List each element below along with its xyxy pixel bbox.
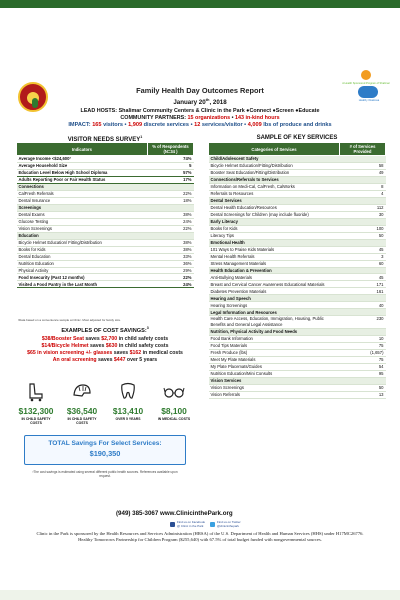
- row-value: [340, 197, 386, 204]
- saving-line-helmet: $14/Bicycle Helmet saves $630 in child safety costs: [41, 343, 169, 350]
- table-row: [209, 211, 386, 218]
- report-title: Family Health Day Outcomes Report: [136, 86, 264, 95]
- row-label: Food Insecurity (Past 12 months): [17, 274, 148, 281]
- row-value: [148, 204, 194, 211]
- savings-icons: [18, 380, 194, 432]
- table-section-row: [209, 156, 386, 163]
- row-label: Nutrition, Physical Activity and Food Needs: [209, 328, 340, 335]
- row-label: Emotional Health: [209, 239, 340, 246]
- healthy-community-logo-label: Healthy Okaloosa: [358, 99, 380, 102]
- table-row: [209, 204, 386, 211]
- table-row: [209, 281, 386, 288]
- lead-hosts: LEAD HOSTS: Shalimar Community Centers & Clinic in the Park ●Connect ●Screen ●Educate: [80, 108, 320, 115]
- tree-icon: [32, 98, 38, 108]
- row-value: 45: [340, 246, 386, 253]
- savings-amount: $132,300: [18, 406, 54, 416]
- table-section-row: [209, 239, 386, 246]
- row-label: Food Tips Materials: [209, 342, 340, 349]
- facebook-icon: [170, 522, 175, 527]
- cost-savings-title: EXAMPLES OF COST SAVINGS:$^3$: [61, 326, 149, 334]
- row-value: 50: [340, 384, 386, 391]
- glasses-icon: [163, 380, 185, 402]
- report-header: [40, 86, 360, 128]
- row-label: Dental Education: [17, 253, 148, 260]
- row-value: 10: [340, 335, 386, 342]
- savings-caption: IN MEDICAL COSTS: [157, 417, 191, 421]
- row-value: 18%: [148, 197, 194, 204]
- twitter-label: Find us on Twitter @clinicinthepark: [217, 520, 241, 528]
- table-row: [209, 225, 386, 232]
- table-row: [17, 197, 194, 204]
- row-label: Books for Kids: [17, 246, 148, 253]
- row-value: [340, 377, 386, 384]
- saving-line-booster: $38/Booster Seat saves $2,700 in child safety costs: [41, 335, 169, 342]
- savings-amount: $8,100: [161, 406, 187, 416]
- row-label: Mental Health Referrals: [209, 253, 340, 260]
- savings-vision: [156, 380, 192, 432]
- row-value: 33%: [148, 253, 194, 260]
- table-row: [209, 391, 386, 398]
- row-value: [340, 328, 386, 335]
- table-row: [209, 190, 386, 197]
- col-header-pct: % of Respondents (N=34 ): [148, 143, 194, 156]
- row-label: Dental Exams: [17, 211, 148, 218]
- savings-disclaimer: ³The cost savings is estimated using several different public health sources. References available upon request.: [32, 470, 178, 478]
- row-value: 40: [340, 302, 386, 309]
- sponsor-logo-label: A Health Sponsored Program of Shalimar: [342, 82, 390, 85]
- table-row: [17, 176, 194, 183]
- table-row: [209, 183, 386, 190]
- table-row: [209, 356, 386, 363]
- row-label: Average Household Size: [17, 162, 148, 169]
- table-row: [209, 288, 386, 295]
- row-value: 112: [340, 204, 386, 211]
- table-row: [17, 260, 194, 267]
- table-section-row: [209, 267, 386, 274]
- table-row: [209, 384, 386, 391]
- table-row: [17, 225, 194, 232]
- row-value: 57%: [148, 169, 194, 176]
- table-row: [17, 211, 194, 218]
- services-title: SAMPLE OF KEY SERVICES: [256, 135, 338, 141]
- savings-amount: $36,540: [66, 406, 98, 416]
- row-value: 161: [340, 288, 386, 295]
- row-value: [340, 176, 386, 183]
- funding-disclosure: Clinic in the Park is sponsored by the Health Resources and Services Administration (HRSA) of the U.S. Department of Health and Human Services (HHS) under H17MC26776. Healthy Tomorrows Partnership for Children Program ($255,640) with 67.5% of total budget funded with nongovernmental sources.: [36, 531, 364, 542]
- row-value: 95: [340, 370, 386, 377]
- row-value: 38%: [148, 246, 194, 253]
- survey-footnote: ²Data based on a convenience sample at Clinic. Most adjusted for family size.: [18, 318, 122, 322]
- table-row: [209, 370, 386, 377]
- row-label: Diabetes Prevention Materials: [209, 288, 340, 295]
- row-label: Dental Health Education/Resources: [209, 204, 340, 211]
- row-label: Dental Services: [209, 197, 340, 204]
- booster-seat-icon: [25, 380, 47, 402]
- row-value: 4: [340, 190, 386, 197]
- cost-savings-section: [16, 326, 194, 365]
- row-label: Referrals to Resources: [209, 190, 340, 197]
- table-row: [209, 274, 386, 281]
- row-label: Dental Screenings for Children (may include fluoride): [209, 211, 340, 218]
- row-label: Bicycle Helmet Education/ Fitting/Distribution: [17, 239, 148, 246]
- savings-caption: OVER 5 YEARS: [115, 417, 141, 421]
- top-bar: [0, 0, 400, 8]
- row-value: 5: [148, 162, 194, 169]
- row-label: Education: [17, 232, 148, 239]
- row-value: [340, 156, 386, 163]
- savings-booster-seat: [18, 380, 54, 432]
- row-value: [340, 218, 386, 225]
- col-header-indicators: Indicators: [17, 143, 148, 156]
- survey-title: VISITOR NEEDS SURVEY$^1$: [67, 135, 143, 143]
- row-value: [340, 295, 386, 302]
- table-row: [209, 246, 386, 253]
- twitter-icon: [210, 522, 215, 527]
- row-value: [148, 232, 194, 239]
- total-savings-box: [24, 435, 186, 465]
- bottom-bar: [0, 590, 400, 600]
- table-row: [209, 363, 386, 370]
- row-value: 75: [340, 356, 386, 363]
- row-label: Nutrition Education/Mini Consults: [209, 370, 340, 377]
- row-label: Books for Kids: [209, 225, 340, 232]
- savings-bicycle-helmet: [64, 380, 100, 432]
- row-label: Glucose Testing: [17, 218, 148, 225]
- table-row: [17, 274, 194, 281]
- row-label: Vision Screenings: [209, 384, 340, 391]
- table-row: [209, 342, 386, 349]
- col-header-num-services: # of Services Provided: [340, 143, 386, 156]
- col-header-categories: Categories of Services: [209, 143, 340, 156]
- row-value: 38%: [148, 239, 194, 246]
- table-row: [17, 169, 194, 176]
- row-label: 101 Ways to Praise Kids Materials: [209, 246, 340, 253]
- row-value: 29%: [148, 267, 194, 274]
- row-value: (1,657): [340, 349, 386, 356]
- row-value: 24%: [148, 281, 194, 288]
- table-row: [209, 260, 386, 267]
- table-section-row: [17, 232, 194, 239]
- table-section-row: [209, 176, 386, 183]
- savings-amount: $13,410: [112, 406, 144, 416]
- table-row: [17, 156, 194, 163]
- row-value: 30: [340, 211, 386, 218]
- row-label: Vision Screenings: [17, 225, 148, 232]
- row-value: 45: [340, 274, 386, 281]
- services-rows: [209, 156, 386, 399]
- table-row: [17, 253, 194, 260]
- row-value: 58: [340, 162, 386, 169]
- sun-icon: [361, 70, 371, 80]
- row-value: 22%: [148, 225, 194, 232]
- table-row: [17, 267, 194, 274]
- row-label: Hearing and Speech: [209, 295, 340, 302]
- table-row: [209, 162, 386, 169]
- row-label: Connections: [17, 183, 148, 190]
- row-value: 100: [340, 225, 386, 232]
- row-label: Hearing Screenings: [209, 302, 340, 309]
- report-date: January 20th, 2018: [173, 97, 227, 107]
- row-value: 22%: [148, 274, 194, 281]
- row-label: My Plate Placemats/Guides: [209, 363, 340, 370]
- savings-caption: IN CHILD SAFETY COSTS: [67, 417, 97, 425]
- row-value: 22%: [148, 190, 194, 197]
- table-row: [209, 253, 386, 260]
- table-row: [17, 246, 194, 253]
- row-label: Stress Management Materials: [209, 260, 340, 267]
- contact-line[interactable]: (949) 385-3067 www.ClinicinthePark.org: [116, 510, 233, 517]
- row-label: Food Bank Information: [209, 335, 340, 342]
- row-label: Bicycle Helmet Education/Fitting/Distribution: [209, 162, 340, 169]
- table-section-row: [209, 218, 386, 225]
- row-label: Physical Activity: [17, 267, 148, 274]
- row-value: [340, 239, 386, 246]
- key-services-table: [208, 142, 386, 399]
- table-section-row: [209, 377, 386, 384]
- row-label: Vision Referrals: [209, 391, 340, 398]
- row-value: 3: [340, 253, 386, 260]
- table-row: [209, 302, 386, 309]
- row-label: Adults Reporting Poor or Fair Health Status: [17, 176, 148, 183]
- savings-oral-screening: [110, 380, 146, 432]
- row-value: 50: [340, 232, 386, 239]
- table-row: [209, 335, 386, 342]
- table-section-row: [209, 309, 386, 316]
- row-label: Information on Medi-Cal, CalFresh, CalWorks: [209, 183, 340, 190]
- table-section-row: [17, 204, 194, 211]
- row-label: Breast and Cervical Cancer Awareness Educational Materials: [209, 281, 340, 288]
- row-value: 49: [340, 169, 386, 176]
- table-row: [17, 190, 194, 197]
- table-row: [209, 349, 386, 356]
- row-label: Dental Insurance: [17, 197, 148, 204]
- survey-rows: [17, 156, 194, 288]
- row-label: Booster Seat Education/Fitting/Distribution: [209, 169, 340, 176]
- row-label: Anti-Bullying Materials: [209, 274, 340, 281]
- row-label: Connections/Referrals to Services: [209, 176, 340, 183]
- table-section-row: [209, 328, 386, 335]
- row-value: 230: [340, 316, 386, 329]
- row-value: 171: [340, 281, 386, 288]
- visitor-needs-table: [16, 142, 194, 288]
- row-label: Meet My Plate Materials: [209, 356, 340, 363]
- facebook-label: Find us on Facebook @ Clinic in the Park: [177, 520, 206, 528]
- row-value: 17%: [148, 176, 194, 183]
- row-label: Visited a Food Pantry in the Last Month: [17, 281, 148, 288]
- tooth-icon: [117, 380, 139, 402]
- savings-caption: IN CHILD SAFETY COSTS: [21, 417, 51, 425]
- row-label: Early Literacy: [209, 218, 340, 225]
- row-value: [340, 267, 386, 274]
- row-value: 75: [340, 342, 386, 349]
- table-row: [17, 218, 194, 225]
- row-value: [340, 309, 386, 316]
- row-label: Nutrition Education: [17, 260, 148, 267]
- row-label: CalFresh Referrals: [17, 190, 148, 197]
- bicycle-helmet-icon: [71, 380, 93, 402]
- table-row: [209, 232, 386, 239]
- saving-line-vision: $65 in vision screening +/- glasses saves $162 in medical costs: [27, 350, 183, 357]
- table-row: [209, 169, 386, 176]
- row-value: 13: [340, 391, 386, 398]
- row-value: 38%: [148, 211, 194, 218]
- row-value: 60: [340, 260, 386, 267]
- row-label: Vision Services: [209, 377, 340, 384]
- table-section-row: [209, 197, 386, 204]
- twitter-link[interactable]: [210, 520, 247, 528]
- table-row: [17, 281, 194, 288]
- total-savings-label: TOTAL Savings For Select Services:: [48, 440, 162, 447]
- saving-line-oral: An oral screening saves $447 over 5 years: [52, 357, 158, 364]
- row-label: Screenings: [17, 204, 148, 211]
- table-row: [17, 239, 194, 246]
- impact-line: IMPACT: 165 visitors • 1,909 discrete services • 12 services/visitor • 4,009 lbs of produce and drinks: [68, 122, 332, 129]
- row-label: Education Level Below High School Diploma: [17, 169, 148, 176]
- row-label: Child/Adolescent Safety: [209, 156, 340, 163]
- row-value: 74%: [148, 156, 194, 163]
- row-label: Average Income <$24,600²: [17, 156, 148, 163]
- row-value: 24%: [148, 218, 194, 225]
- table-section-row: [17, 183, 194, 190]
- row-value: [148, 183, 194, 190]
- row-label: Health Care Access, Education, Immigration, Housing, Public Benefits and General Legal Assistance: [209, 316, 340, 329]
- table-row: [17, 162, 194, 169]
- total-savings-value: $190,350: [89, 449, 121, 458]
- facebook-link[interactable]: [170, 520, 207, 528]
- row-value: 8: [340, 183, 386, 190]
- row-value: 54: [340, 363, 386, 370]
- row-label: Literacy Tips: [209, 232, 340, 239]
- row-label: Health Education & Prevention: [209, 267, 340, 274]
- community-partners: COMMUNITY PARTNERS: 15 organizations • 143 in-kind hours: [120, 115, 280, 122]
- healthy-community-logo: [358, 86, 380, 102]
- table-section-row: [209, 295, 386, 302]
- row-label: Legal Information and Resources: [209, 309, 340, 316]
- row-label: Fresh Produce (lbs): [209, 349, 340, 356]
- table-row: [209, 316, 386, 329]
- row-value: 36%: [148, 260, 194, 267]
